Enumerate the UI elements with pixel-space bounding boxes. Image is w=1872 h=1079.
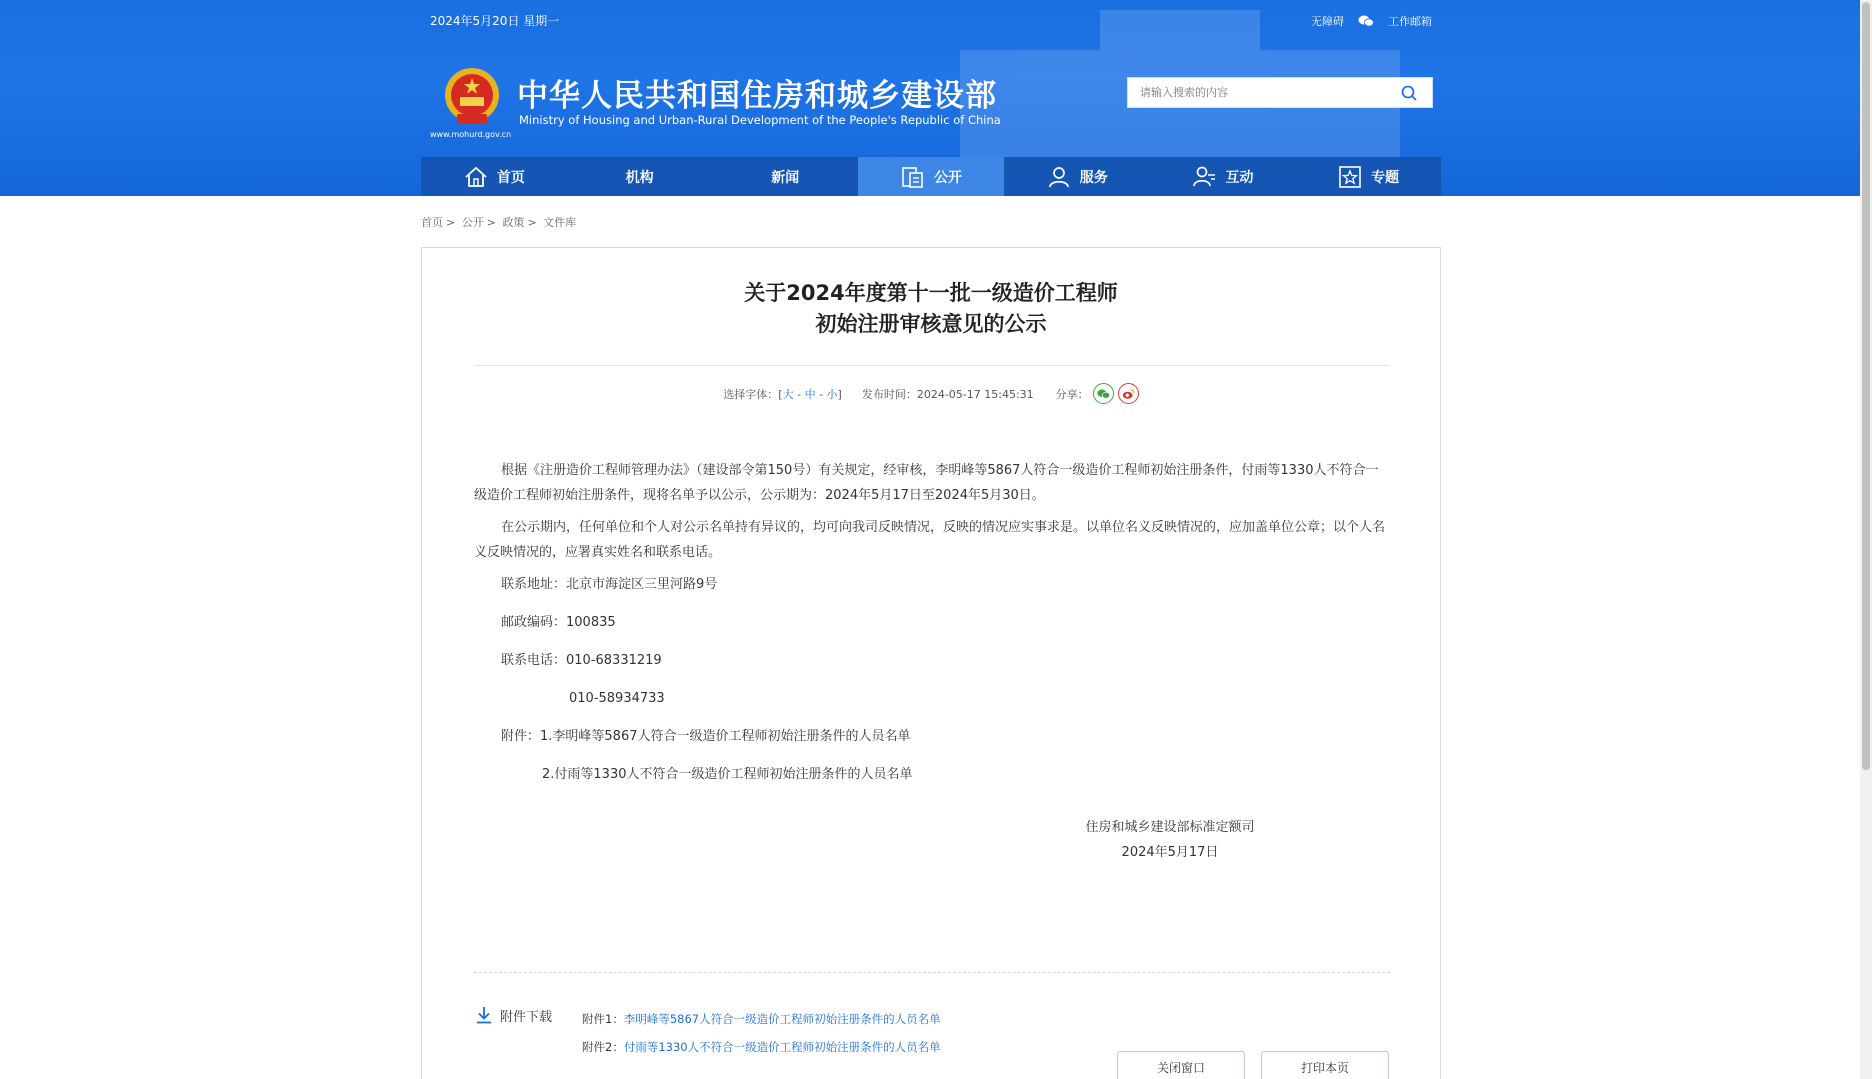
font-size-bracket: ] bbox=[837, 387, 842, 401]
postal-code: 邮政编码：100835 bbox=[501, 615, 616, 630]
attachment-download-label: 附件下载 bbox=[500, 1009, 553, 1025]
attachment-item bbox=[582, 1005, 941, 1033]
breadcrumb bbox=[421, 214, 579, 230]
site-title: 中华人民共和国住房和城乡建设部 bbox=[517, 78, 997, 114]
site-url: www.mohurd.gov.cn bbox=[430, 130, 512, 139]
home-icon bbox=[463, 164, 489, 190]
attachment-link[interactable]: 李明峰等5867人符合一级造价工程师初始注册条件的人员名单 bbox=[623, 1012, 941, 1026]
font-size-large[interactable]: 大 bbox=[782, 387, 794, 401]
national-emblem-icon bbox=[443, 66, 501, 128]
breadcrumb-public[interactable]: 公开 bbox=[461, 216, 484, 229]
article-title-line2: 初始注册审核意见的公示 bbox=[815, 312, 1047, 336]
nav-item-organization[interactable] bbox=[567, 157, 713, 196]
publish-time-value: 2024-05-17 15:45:31 bbox=[916, 387, 1034, 401]
contact-phone: 联系电话：010-68331219 bbox=[501, 653, 662, 668]
signature-date: 2024年5月17日 bbox=[1121, 845, 1219, 860]
attachment-prefix: 附件1： bbox=[582, 1012, 624, 1026]
wechat-icon[interactable] bbox=[1358, 15, 1374, 27]
attachment-note-1: 附件：1.李明峰等5867人符合一级造价工程师初始注册条件的人员名单 bbox=[501, 729, 911, 744]
close-window-button[interactable]: 关闭窗口 bbox=[1117, 1051, 1245, 1079]
current-date: 2024年5月20日 星期一 bbox=[430, 14, 560, 28]
nav-item-public[interactable] bbox=[858, 157, 1004, 196]
search-icon[interactable] bbox=[1400, 84, 1418, 102]
nav-item-home[interactable] bbox=[421, 157, 567, 196]
user-service-icon bbox=[1046, 164, 1072, 190]
nav-label: 首页 bbox=[496, 169, 525, 186]
attachment-list bbox=[582, 1005, 941, 1061]
nav-item-interaction[interactable] bbox=[1150, 157, 1296, 196]
publish-time bbox=[862, 386, 1034, 402]
article-title bbox=[422, 278, 1440, 340]
nav-item-service[interactable] bbox=[1004, 157, 1150, 196]
font-size-label: 选择字体：[ bbox=[723, 387, 783, 401]
nav-item-topics[interactable] bbox=[1295, 157, 1441, 196]
topbar-links bbox=[1311, 13, 1432, 29]
nav-item-news[interactable] bbox=[712, 157, 858, 196]
article-paragraph: 根据《注册造价工程师管理办法》（建设部令第150号）有关规定，经审核，李明峰等5867人符合一级造价工程师初始注册条件，付雨等1330人不符合一级造价工程师初始注册条件，现将名单予以公示，公示期为：2024年5月17日至2024年5月30日。 bbox=[474, 463, 1379, 503]
weibo-share-icon[interactable] bbox=[1118, 383, 1139, 404]
share-label: 分享： bbox=[1055, 387, 1089, 401]
interaction-icon bbox=[1191, 164, 1217, 190]
breadcrumb-separator: > bbox=[486, 216, 496, 229]
contact-address: 联系地址：北京市海淀区三里河路9号 bbox=[501, 577, 718, 592]
breadcrumb-separator: > bbox=[527, 216, 537, 229]
accessibility-link[interactable]: 无障碍 bbox=[1311, 15, 1344, 28]
publish-time-label: 发布时间： bbox=[861, 387, 917, 401]
main-nav bbox=[421, 157, 1441, 196]
article-paragraph: 在公示期内，任何单位和个人对公示名单持有异议的，均可向我司反映情况，反映的情况应实事求是。以单位名义反映情况的，应加盖单位公章；以个人名义反映情况的，应署真实姓名和联系电话。 bbox=[474, 520, 1386, 560]
star-icon bbox=[1337, 164, 1363, 190]
nav-label: 服务 bbox=[1079, 169, 1108, 186]
font-size-selector: 选择字体：[大 - 中 - 小] bbox=[723, 387, 842, 401]
scrollbar[interactable] bbox=[1860, 0, 1872, 1079]
breadcrumb-home[interactable]: 首页 bbox=[421, 216, 443, 229]
font-size-small[interactable]: 小 bbox=[826, 387, 838, 401]
contact-phone-2: 010-58934733 bbox=[569, 691, 665, 706]
breadcrumb-separator: > bbox=[446, 216, 456, 229]
nav-label: 互动 bbox=[1225, 169, 1254, 186]
search-input[interactable] bbox=[1128, 78, 1378, 107]
site-header bbox=[0, 0, 1860, 196]
search-box bbox=[1127, 77, 1433, 108]
download-icon bbox=[474, 1005, 494, 1025]
signature-org: 住房和城乡建设部标准定额司 bbox=[1085, 820, 1255, 835]
print-page-button[interactable]: 打印本页 bbox=[1261, 1051, 1389, 1079]
scrollbar-thumb[interactable] bbox=[1862, 2, 1870, 770]
article-meta bbox=[422, 383, 1440, 404]
attachment-link[interactable]: 付雨等1330人不符合一级造价工程师初始注册条件的人员名单 bbox=[623, 1040, 941, 1054]
site-subtitle: Ministry of Housing and Urban-Rural Development of the People's Republic of China bbox=[519, 113, 1001, 127]
font-size-medium[interactable]: 中 bbox=[804, 387, 816, 401]
breadcrumb-library[interactable]: 文件库 bbox=[543, 216, 577, 229]
article-title-line1: 关于2024年度第十一批一级造价工程师 bbox=[744, 281, 1118, 305]
breadcrumb-policy[interactable]: 政策 bbox=[502, 216, 525, 229]
article-container bbox=[421, 247, 1441, 1079]
nav-label: 新闻 bbox=[771, 169, 800, 186]
attachment-prefix: 附件2： bbox=[582, 1040, 624, 1054]
attachment-note-2: 2.付雨等1330人不符合一级造价工程师初始注册条件的人员名单 bbox=[542, 767, 913, 782]
attachment-download bbox=[474, 1005, 552, 1025]
article-body bbox=[474, 458, 1390, 800]
title-divider bbox=[474, 365, 1390, 366]
work-mailbox-link[interactable]: 工作邮箱 bbox=[1388, 15, 1432, 28]
wechat-share-icon[interactable] bbox=[1093, 383, 1114, 404]
share-section bbox=[1056, 383, 1139, 404]
bottom-divider bbox=[474, 972, 1390, 973]
nav-label: 机构 bbox=[625, 169, 654, 186]
document-icon bbox=[900, 164, 926, 190]
nav-label: 专题 bbox=[1371, 169, 1400, 186]
nav-label: 公开 bbox=[934, 169, 963, 186]
attachment-item bbox=[582, 1033, 941, 1061]
